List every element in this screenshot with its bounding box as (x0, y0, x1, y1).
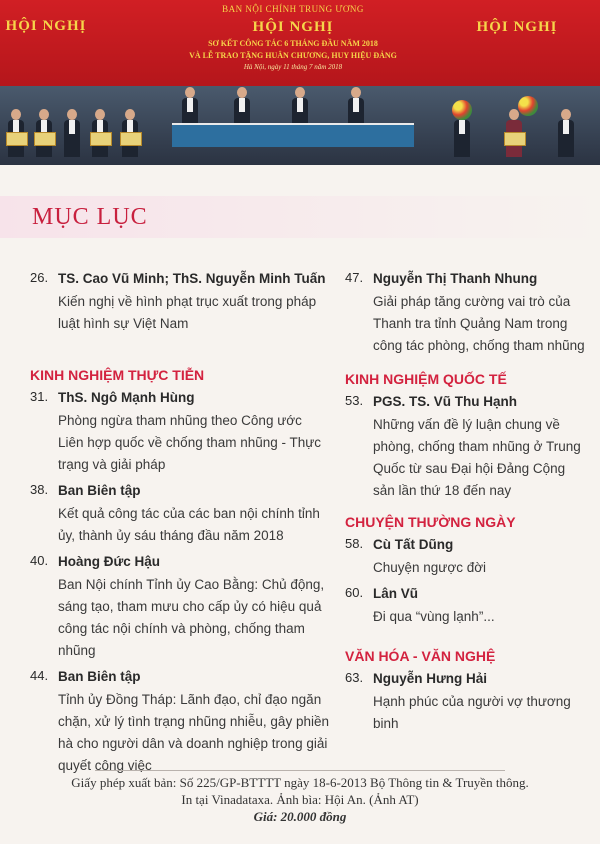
page-number: 44. (30, 668, 49, 683)
page-number: 53. (345, 393, 364, 408)
page-number: 31. (30, 389, 49, 404)
entry-author: Nguyễn Thị Thanh Nhung (373, 271, 538, 286)
entry-title: Kiến nghị về hình phạt trục xuất trong pháp luật hình sự Việt Nam (58, 294, 317, 331)
toc-entry[interactable] (345, 670, 590, 735)
entry-author: Cù Tất Dũng (373, 537, 454, 552)
page-number: 26. (30, 270, 49, 285)
banner-title: HỘI NGHỊ (5, 18, 87, 34)
entry-author: Lân Vũ (373, 586, 419, 601)
ceremony-photo-right (434, 0, 600, 165)
entry-title: Hạnh phúc của người vợ thương binh (373, 694, 571, 731)
entry-title: Phòng ngừa tham nhũng theo Công ước Liên hợp quốc về chống tham nhũng - Thực trạng và giải pháp (58, 413, 322, 472)
page-number: 40. (30, 553, 49, 568)
entry-title: Kết quả công tác của các ban nội chính tỉnh ủy, thành ủy sáu tháng đầu năm 2018 (58, 506, 320, 543)
entry-title: Chuyện ngược đời (373, 560, 487, 575)
person-figure (558, 109, 574, 157)
entry-title: Những vấn đề lý luận chung về phòng, chống tham nhũng ở Trung Quốc từ sau Đại hội Đảng Cộng sản lần thứ 18 đến nay (373, 417, 581, 498)
toc-entry[interactable] (345, 393, 590, 502)
photo-banner (0, 0, 152, 86)
toc-entry[interactable] (30, 553, 330, 662)
ceremony-photo-left (0, 0, 152, 165)
toc-right-column (345, 270, 590, 741)
toc-left-column (30, 270, 330, 783)
photo-strip (0, 0, 600, 165)
page-title: MỤC LỤC (32, 204, 148, 230)
photo-banner (434, 0, 600, 86)
page-number: 58. (345, 536, 364, 551)
person-figure (8, 109, 24, 157)
entry-title: Tỉnh ủy Đồng Tháp: Lãnh đạo, chỉ đạo ngăn chặn, xử lý tình trạng nhũng nhiễu, gây phiền hà cho người dân và doanh nghiệp trong giải quyết công việc (58, 692, 329, 773)
flower-bouquet (452, 100, 472, 120)
price-line: Giá: 20.000 đồng (253, 809, 347, 824)
entry-author: Hoàng Đức Hậu (58, 554, 161, 569)
flower-bouquet (518, 96, 538, 116)
ceremony-photo-center (152, 0, 434, 165)
page-number: 60. (345, 585, 364, 600)
person-figure (64, 109, 80, 157)
printer-line: In tại Vinadataxa. Ảnh bìa: Hội An. (Ảnh AT) (181, 792, 419, 807)
page-number: 63. (345, 670, 364, 685)
entry-title: Ban Nội chính Tỉnh ủy Cao Bằng: Chủ động, sáng tạo, tham mưu cho cấp ủy có hiệu quả công tác nội chính và phòng, chống tham nhũng (58, 577, 325, 658)
toc-entry[interactable] (30, 270, 330, 335)
banner-line2: VÀ LỄ TRAO TẶNG HUÂN CHƯƠNG, HUY HIỆU ĐẢNG (189, 51, 397, 60)
toc-entry[interactable] (345, 536, 590, 579)
banner-org: BAN NỘI CHÍNH TRUNG ƯƠNG (222, 4, 364, 14)
person-figure (122, 109, 138, 157)
entry-title: Giải pháp tăng cường vai trò của Thanh tra tỉnh Quảng Nam trong công tác phòng, chống tham nhũng (373, 294, 585, 353)
person-figure (506, 109, 522, 157)
page-number: 47. (345, 270, 364, 285)
page-number: 38. (30, 482, 49, 497)
toc-entry[interactable] (30, 389, 330, 476)
section-heading: KINH NGHIỆM QUỐC TẾ (345, 371, 507, 387)
photo-banner (152, 0, 434, 86)
toc-entry[interactable] (345, 585, 590, 628)
publication-footer (0, 774, 600, 825)
footer-divider (95, 770, 505, 771)
entry-author: PGS. TS. Vũ Thu Hạnh (373, 394, 518, 409)
license-line: Giấy phép xuất bản: Số 225/GP-BTTTT ngày 18-6-2013 Bộ Thông tin & Truyền thông. (71, 775, 529, 790)
person-figure (36, 109, 52, 157)
banner-line1: SƠ KẾT CÔNG TÁC 6 THÁNG ĐẦU NĂM 2018 (208, 39, 378, 48)
toc-entry[interactable] (30, 482, 330, 547)
toc-entry[interactable] (345, 270, 590, 357)
entry-title: Đi qua “vùng lạnh”... (373, 609, 495, 624)
entry-author: Ban Biên tập (58, 669, 141, 684)
toc-entry[interactable] (30, 668, 330, 777)
banner-title: HỘI NGHỊ (476, 19, 558, 35)
banner-title: HỘI NGHỊ (252, 19, 334, 35)
section-heading: CHUYỆN THƯỜNG NGÀY (345, 514, 516, 530)
banner-date: Hà Nội, ngày 11 tháng 7 năm 2018 (243, 63, 343, 71)
entry-author: TS. Cao Vũ Minh; ThS. Nguyễn Minh Tuấn (58, 271, 326, 286)
person-figure (92, 109, 108, 157)
presidium-table (172, 123, 414, 147)
section-heading: VĂN HÓA - VĂN NGHỆ (345, 648, 496, 664)
entry-author: ThS. Ngô Mạnh Hùng (58, 390, 195, 405)
entry-author: Nguyễn Hưng Hải (373, 671, 488, 686)
section-heading: KINH NGHIỆM THỰC TIỄN (30, 367, 205, 383)
entry-author: Ban Biên tập (58, 483, 141, 498)
